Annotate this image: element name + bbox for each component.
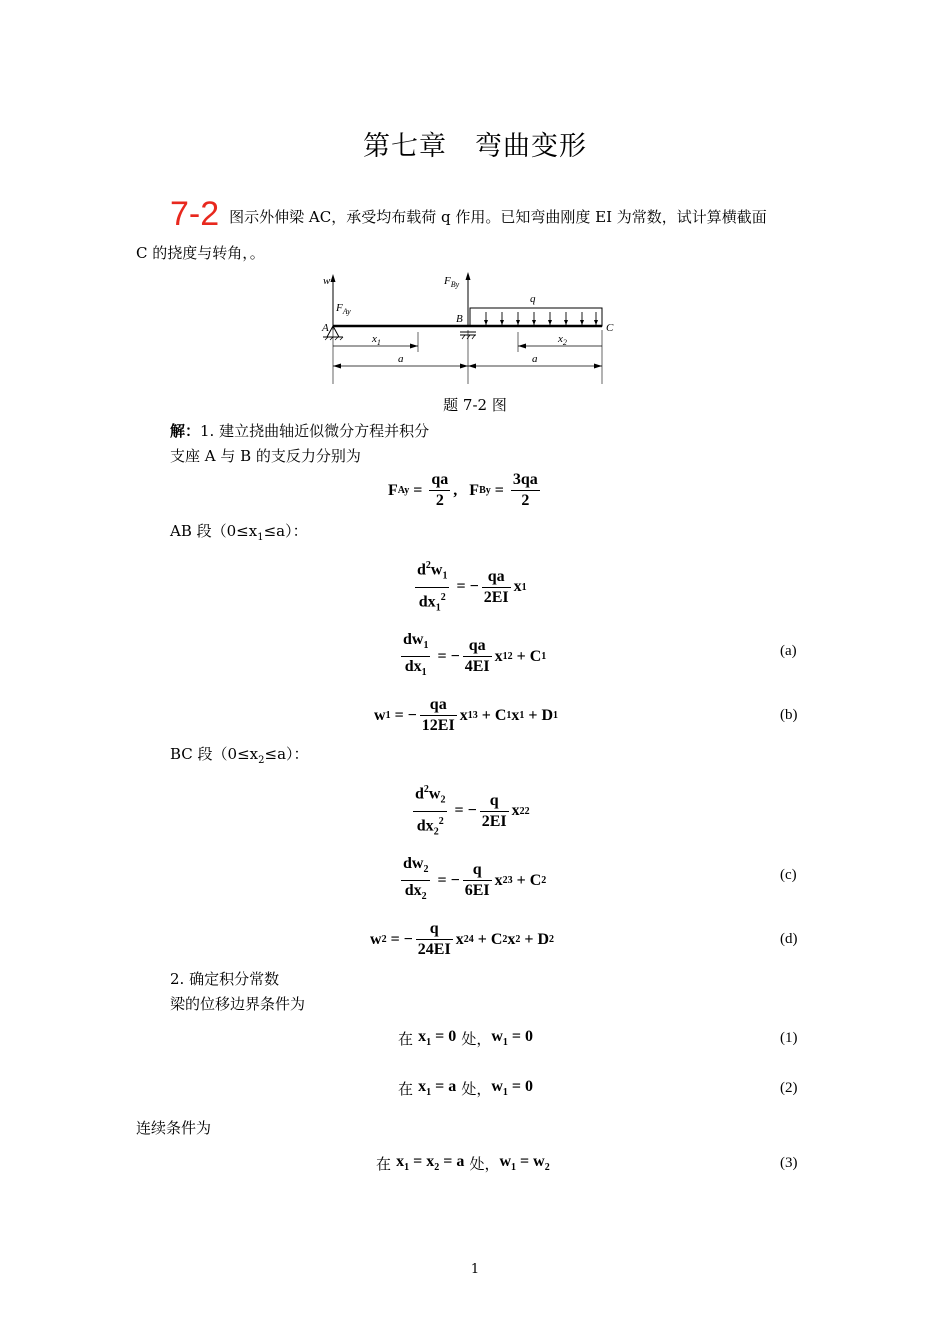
eq-a: $\frac{dw_1}{dx_1}$ = − $\frac{qa}{4EI}$ x 1 2 + C 1 xyxy=(403,631,547,679)
tag-d: (d) xyxy=(780,931,798,947)
tag-2: (2) xyxy=(780,1080,798,1096)
tag-1: (1) xyxy=(780,1030,798,1046)
label-fby: $F_{By}$ xyxy=(444,275,460,289)
eq-c: $\frac{dw_2}{dx_2}$ = − $\frac{q}{6EI}$ x 2 3 + C 2 xyxy=(403,855,547,903)
eq-d: w 2 = − $\frac{q}{24EI}$ x 2 4 + C 2 x 2 + D 2 xyxy=(370,920,555,958)
support-text: 支座 A 与 B 的支反力分别为 xyxy=(170,447,361,465)
eq-bc-second-derivative: $\frac{d^2w_2}{dx_2^2}$ = − $\frac{q}{2EI}$ x 2 2 xyxy=(410,780,530,842)
label-fay: $F_{Ay}$ xyxy=(336,302,351,316)
page-number: 1 xyxy=(470,1262,480,1277)
step-1: 解：1. 建立挠曲轴近似微分方程并积分 xyxy=(170,422,430,440)
problem-number: 7-2 xyxy=(170,195,220,233)
label-a2: a xyxy=(532,353,538,365)
label-q: q xyxy=(530,293,536,305)
chapter-title: 第七章 弯曲变形 xyxy=(363,131,587,162)
fby-arrow-head xyxy=(466,272,471,280)
label-w: w xyxy=(323,275,331,287)
tag-3: (3) xyxy=(780,1155,798,1171)
step-2: 2. 确定积分常数 xyxy=(170,970,280,988)
label-a1: a xyxy=(398,353,404,365)
label-x2: $x_2$ xyxy=(558,333,567,347)
eq-ab-second-derivative: $\frac{d^2w_1}{dx_1^2}$ = − $\frac{qa}{2EI}$ x 1 xyxy=(412,556,527,618)
boundary-text: 梁的位移边界条件为 xyxy=(170,995,306,1013)
bc-segment-label: BC 段$(0\le x_2\le a)$： xyxy=(170,745,309,766)
reaction-equation: F Ay = $\frac{qa}{2}$ , F By = $\frac{3qa}{2}$ xyxy=(388,471,538,509)
tag-c: (c) xyxy=(780,867,797,883)
condition-1: 在 $x_1 = 0$ 处， $w_1 = 0$ xyxy=(398,1028,534,1049)
label-b-point: B xyxy=(456,313,463,325)
condition-3: 在 $x_1 = x_2 = a$ 处， $w_1 = w_2$ xyxy=(376,1153,550,1174)
problem-text-line2: C 的挠度与转角，。 xyxy=(136,244,265,262)
continuity-text: 连续条件为 xyxy=(136,1119,212,1137)
problem-text-line1: 图示外伸梁 AC，承受均布载荷 q 作用。已知弯曲刚度 EI 为常数，试计算横截面 xyxy=(229,208,767,226)
label-c-point: C xyxy=(606,322,614,334)
solve-label: 解： xyxy=(170,422,201,440)
figure-caption: 题 7-2 图 xyxy=(443,396,507,414)
w-axis-arrow xyxy=(331,274,336,282)
eq-b: w 1 = − $\frac{qa}{12EI}$ x 1 3 + C 1 x 1 + D 1 xyxy=(374,696,559,734)
tag-b: (b) xyxy=(780,707,798,723)
label-x1: $x_1$ xyxy=(372,333,381,347)
tag-a: (a) xyxy=(780,643,797,659)
beam-figure xyxy=(310,270,630,388)
condition-2: 在 $x_1 = a$ 处， $w_1 = 0$ xyxy=(398,1078,534,1099)
label-a-point: A xyxy=(322,322,329,334)
problem-statement xyxy=(170,195,820,233)
ab-segment-label: AB 段$(0\le x_1\le a)$： xyxy=(170,522,308,543)
